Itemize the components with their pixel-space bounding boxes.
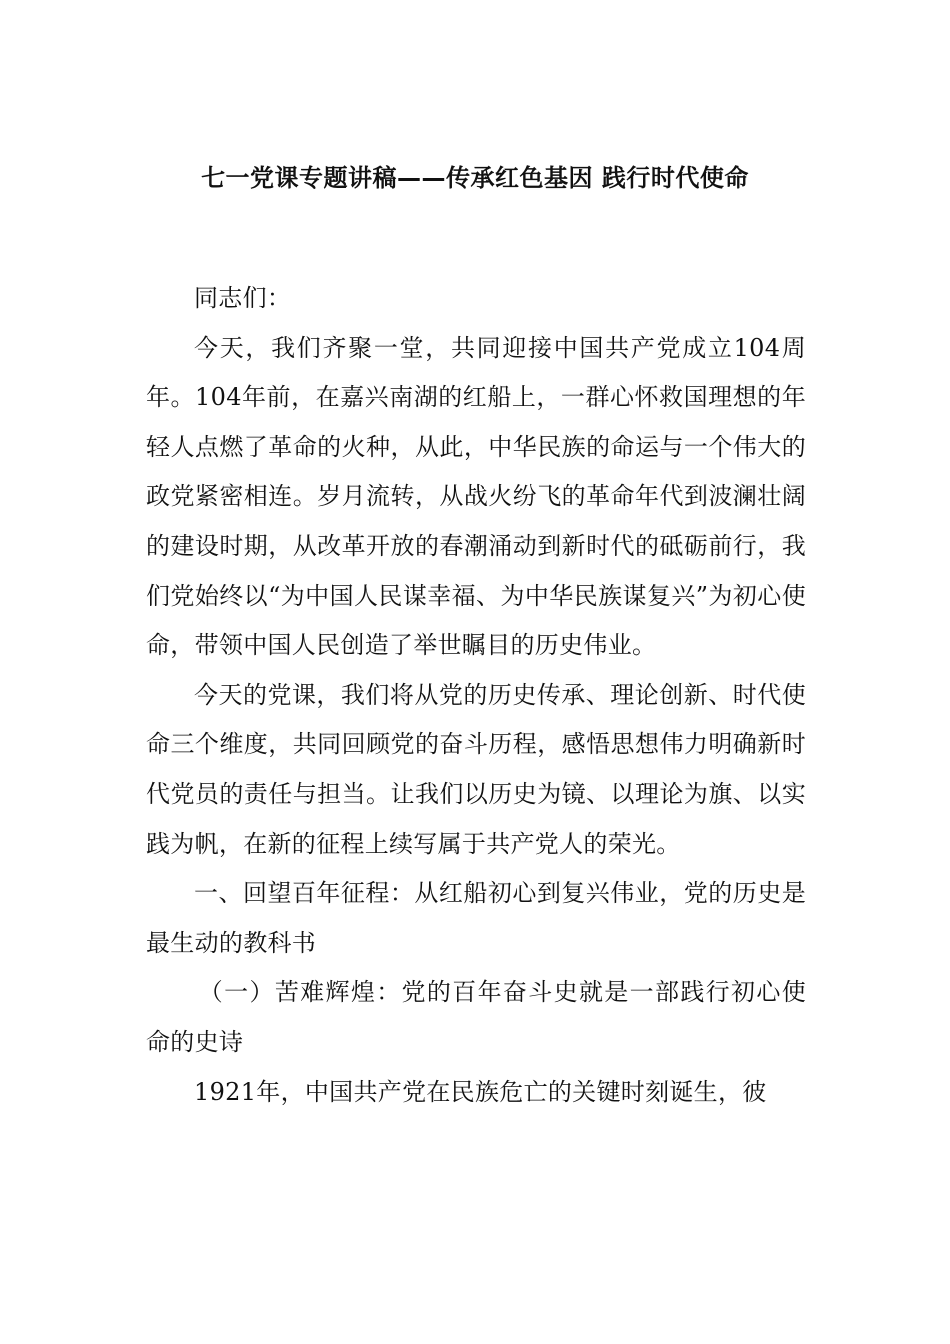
- subsection-heading: （一）苦难辉煌：党的百年奋斗史就是一部践行初心使命的史诗: [146, 978, 806, 1056]
- paragraph-overview: 今天的党课，我们将从党的历史传承、理论创新、时代使命三个维度，共同回顾党的奋斗历程，感悟思想伟力明确新时代党员的责任与担当。让我们以历史为镜、以理论为旗、以实践为帆，在新的征程上续写属于共产党人的荣光。: [146, 680, 806, 858]
- salutation: 同志们：: [194, 284, 292, 312]
- document-title: 七一党课专题讲稿——传承红色基因 践行时代使命: [201, 164, 749, 192]
- paragraph-history-start: 1921年，中国共产党在民族危亡的关键时刻诞生，彼: [194, 1077, 767, 1106]
- section-heading: 一、回望百年征程：从红船初心到复兴伟业，党的历史是最生动的教科书: [146, 879, 806, 957]
- document-body: [146, 274, 806, 1117]
- paragraph-intro: 今天，我们齐聚一堂，共同迎接中国共产党成立104周年。104年前，在嘉兴南湖的红船上，一群心怀救国理想的年轻人点燃了革命的火种，从此，中华民族的命运与一个伟大的政党紧密相连。岁月流转，从战火纷飞的革命年代到波澜壮阔的建设时期，从改革开放的春潮涌动到新时代的砥砺前行，我们党始终以“为中国人民谋幸福、为中华民族谋复兴”为初心使命，带领中国人民创造了举世瞩目的历史伟业。: [146, 333, 806, 660]
